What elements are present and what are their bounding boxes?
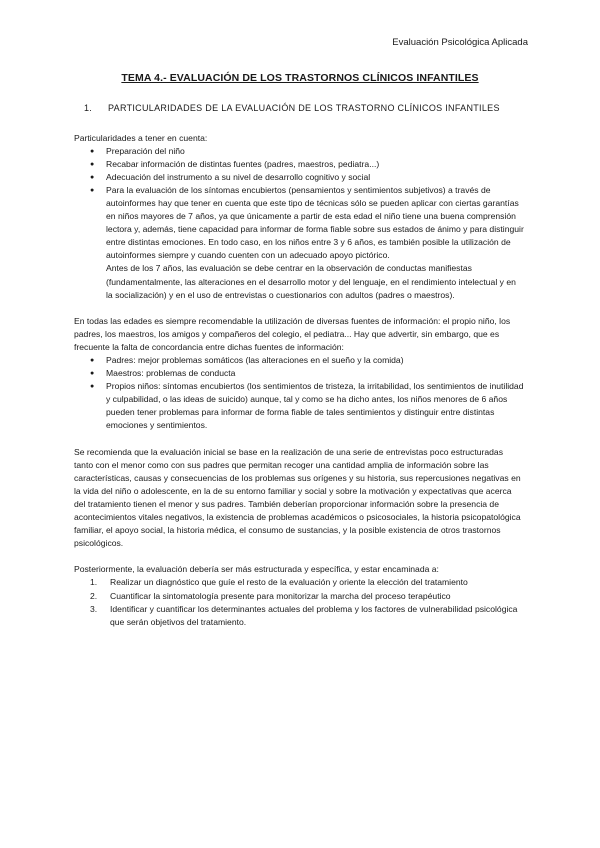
list-number: 2. (90, 590, 98, 601)
list-item: ● Recabar información de distintas fuentes (padres, maestros, pediatra...) (74, 158, 524, 171)
bullet-icon: ● (90, 370, 95, 378)
paragraph-fuentes: En todas las edades es siempre recomendable la utilización de diversas fuentes de información: el propio niño, los padres, los maestros, los amigos y compañeros del colegio, el pediatra... Hay que advertir, sin embargo, que es frecuente la falta de concordancia entre dichas fuentes de información: (74, 315, 511, 352)
list-item: 1. Realizar un diagnóstico que guíe el resto de la evaluación y oriente la elección del tratamiento (74, 576, 524, 589)
list-number: 3. (90, 603, 98, 614)
fuentes-list (74, 354, 524, 433)
bullet-icon: ● (90, 186, 95, 194)
list-item: 3. Identificar y cuantificar los determinantes actuales del problema y los factores de vulnerabilidad psicológica que serán objetivos del tratamiento. (74, 603, 524, 629)
paragraph-evaluacion-inicial: Se recomienda que la evaluación inicial se base en la realización de una serie de entrevistas poco estructuradas tanto con el menor como con sus padres que permitan recoger una cantidad amplia de información sobre las características, causas y consecuencias de los problemas sus orígenes y su historia, sus repercusiones negativas en la vida del niño o adolescente, en la de su entorno familiar y social y sobre la motivación y expectativas que acerca del tratamiento tienen el menor y sus padres. También deberían proporcionar información sobre la presencia de acontecimientos vitales negativos, la existencia de problemas académicos o psicosociales, la historia psicopatológica familiar, el apoyo social, la historia médica, el consumo de sustancias, y la posible existencia de otros trastornos psicológicos. (74, 446, 521, 549)
list-item (74, 184, 524, 302)
particularidades-block (74, 132, 524, 302)
list-number: 1. (90, 577, 98, 588)
bullet-icon: ● (90, 147, 95, 155)
section-heading (84, 102, 524, 116)
section-number: 1. (84, 103, 93, 113)
fuentes-block (74, 315, 524, 433)
paragraph-intro: Particularidades a tener en cuenta: (74, 132, 208, 143)
objetivos-list (74, 576, 524, 628)
list-item: ● Padres: mejor problemas somáticos (las alteraciones en el sueño y la comida) (74, 354, 524, 367)
evaluacion-estructurada-block (74, 563, 524, 628)
particularidades-list (74, 145, 524, 302)
bullet-icon: ● (90, 383, 95, 391)
list-item: ● Adecuación del instrumento a su nivel de desarrollo cognitivo y social (74, 171, 524, 184)
bullet-icon: ● (90, 160, 95, 168)
section-title: PARTICULARIDADES DE LA EVALUACIÓN DE LOS TRASTORNO CLÍNICOS INFANTILES (108, 103, 500, 113)
document-body (74, 102, 524, 642)
list-item: 2. Cuantificar la sintomatología presente para monitorizar la marcha del proceso terapéutico (74, 590, 524, 603)
page-title: TEMA 4.- EVALUACIÓN DE LOS TRASTORNOS CLÍNICOS INFANTILES (121, 72, 479, 84)
list-item: ● Preparación del niño (74, 145, 524, 158)
list-item-continuation: Antes de los 7 años, las evaluación se debe centrar en la observación de conductas manifiestas (fundamentalmente, las alteraciones en el desarrollo motor y del lenguaje, en el rendimiento intelectual y en la socialización) y en el uso de entrevistas o cuestionarios con adultos (padres o maestros). (106, 263, 516, 300)
running-header: Evaluación Psicológica Aplicada (392, 37, 528, 48)
list-item: ● Propios niños: síntomas encubiertos (los sentimientos de tristeza, la irritabilidad, los sentimientos de inutilidad y culpabilidad, o las ideas de suicido) aunque, tal y como se ha dicho antes, los niños menores de 6 años pueden tener problemas para informar de forma fiable de tales sentimientos y distinguir entre distintas emociones y sentimientos. (74, 380, 524, 432)
bullet-icon: ● (90, 357, 95, 364)
list-item: ● Maestros: problemas de conducta (74, 367, 524, 380)
paragraph-posteriormente: Posteriormente, la evaluación debería ser más estructurada y específica, y estar encaminada a: (74, 564, 439, 575)
bullet-icon: ● (90, 173, 95, 181)
list-item-text: Para la evaluación de los síntomas encubiertos (pensamientos y sentimientos subjetivos) a través de autoinformes hay que tener en cuenta que este tipo de técnicas sólo se pueden aplicar con ciertas garantías en niños mayores de 7 años, ya que únicamente a partir de esta edad el niño tiene una buena comprensión lectora y, además, tiene capacidad para informar de forma fiable sobre sus estados de ánimo y para distinguir entre distintas emociones. En todo caso, en los niños entre 3 y 6 años, es también posible la utilización de autoinformes siempre y cuando cuenten con un adecuado apoyo pictórico. (106, 184, 524, 261)
